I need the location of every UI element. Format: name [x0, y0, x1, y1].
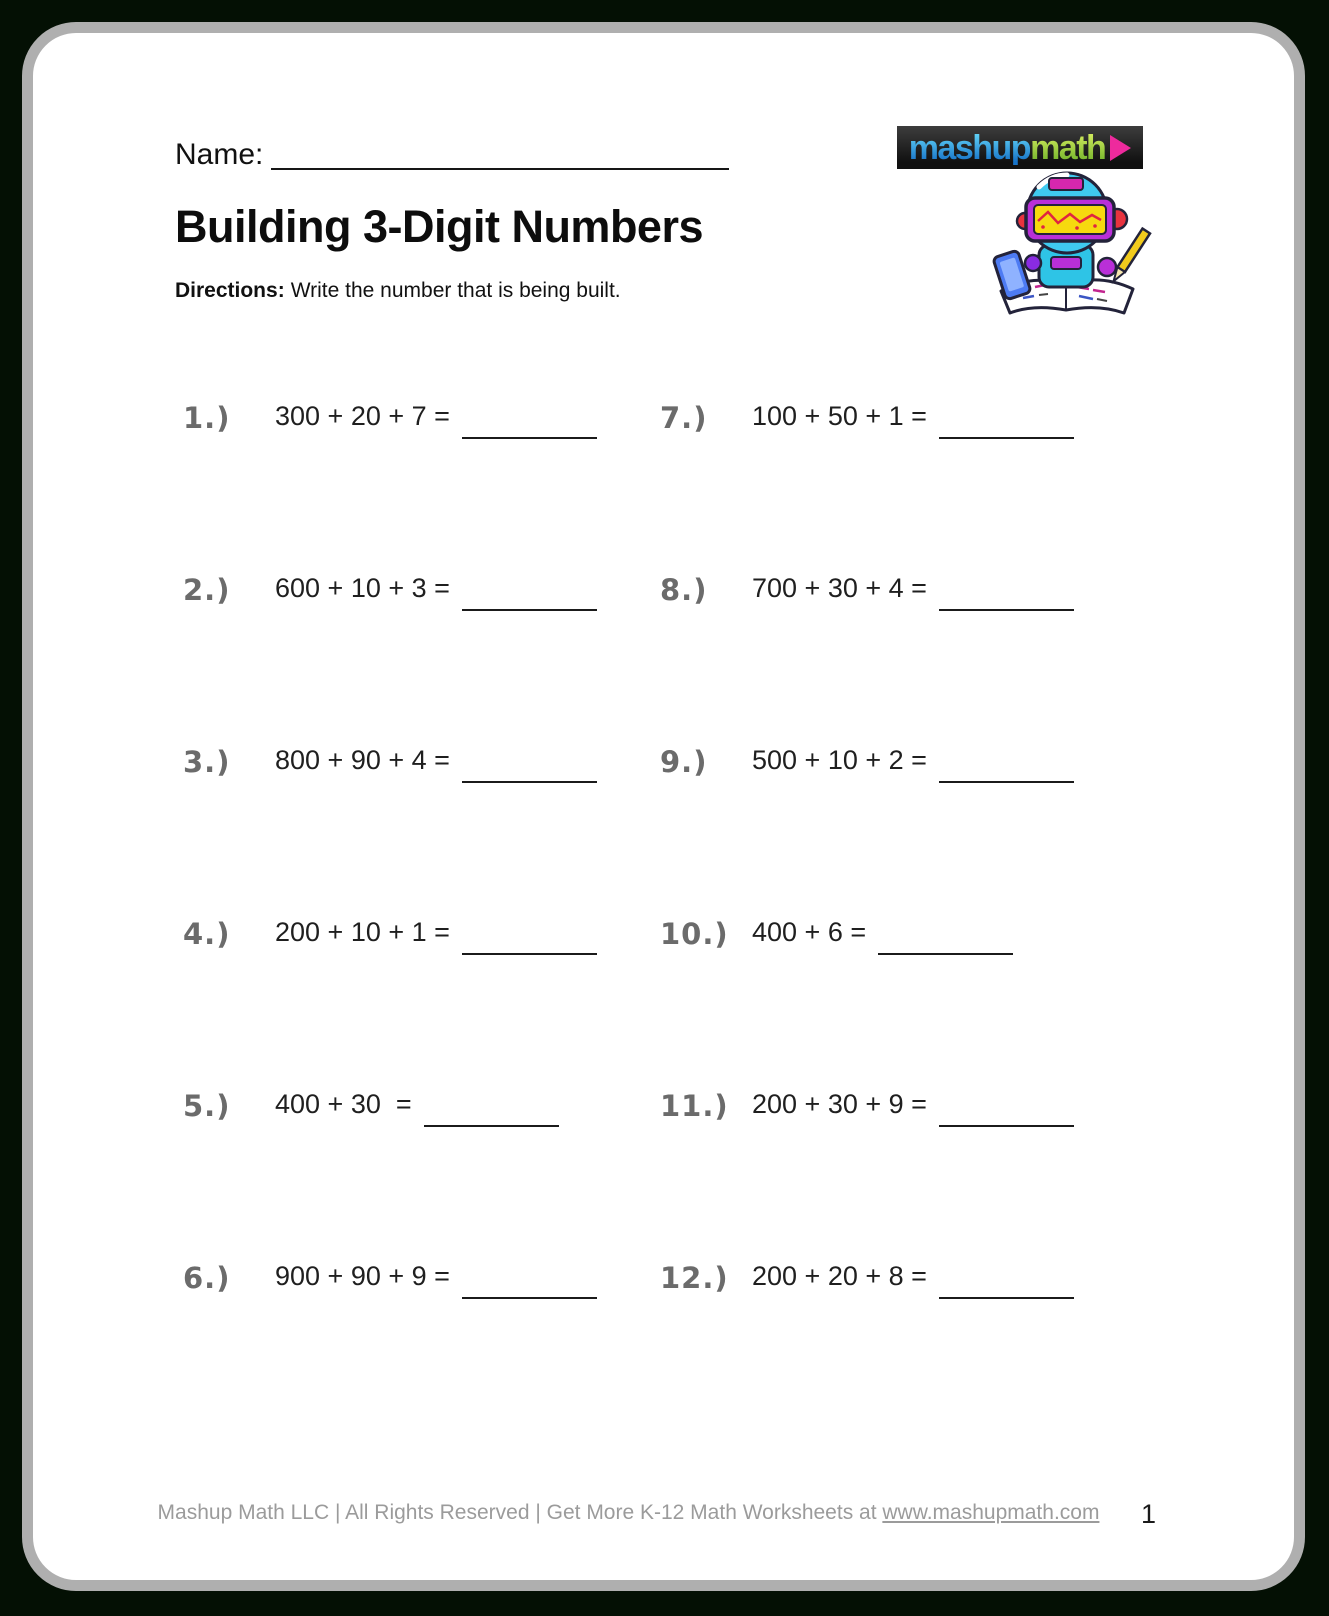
problem-9 — [660, 745, 1074, 783]
problem-4 — [183, 917, 660, 955]
problem-3 — [183, 745, 660, 783]
answer-blank[interactable] — [939, 1261, 1074, 1299]
problem-number: 2.) — [183, 573, 231, 607]
footer — [33, 1501, 1294, 1525]
directions — [175, 279, 621, 303]
problem-12 — [660, 1261, 1074, 1299]
logo-word-math: math — [1030, 128, 1106, 167]
problem-expression: 900 + 90 + 9 = — [275, 1261, 450, 1291]
problem-number: 1.) — [183, 401, 231, 435]
answer-blank[interactable] — [878, 917, 1013, 955]
problems-grid — [183, 401, 1074, 1433]
problem-expression: 800 + 90 + 4 = — [275, 745, 450, 775]
problem-number: 9.) — [660, 745, 708, 779]
footer-text: Mashup Math LLC | All Rights Reserved | Get More K-12 Math Worksheets at — [157, 1501, 883, 1524]
problem-expression: 400 + 30 = — [275, 1089, 412, 1119]
mashupmath-logo — [897, 126, 1143, 169]
problem-number: 7.) — [660, 401, 708, 435]
problem-expression: 600 + 10 + 3 = — [275, 573, 450, 603]
problem-number: 3.) — [183, 745, 231, 779]
play-icon — [1110, 135, 1131, 161]
problem-expression: 300 + 20 + 7 = — [275, 401, 450, 431]
problem-number: 5.) — [183, 1089, 231, 1123]
problem-number: 11.) — [660, 1089, 729, 1123]
problem-5 — [183, 1089, 660, 1127]
name-label: Name: — [175, 138, 264, 171]
answer-blank[interactable] — [462, 917, 597, 955]
problem-number: 12.) — [660, 1261, 729, 1295]
logo-word-mashup: mashup — [908, 128, 1031, 167]
answer-blank[interactable] — [462, 745, 597, 783]
footer-link[interactable]: www.mashupmath.com — [882, 1501, 1100, 1524]
problem-expression: 200 + 10 + 1 = — [275, 917, 450, 947]
problem-number: 10.) — [660, 917, 729, 951]
problem-expression: 200 + 20 + 8 = — [752, 1261, 927, 1291]
answer-blank[interactable] — [424, 1089, 559, 1127]
answer-blank[interactable] — [462, 573, 597, 611]
problem-expression: 100 + 50 + 1 = — [752, 401, 927, 431]
robot-mascot-illustration — [981, 169, 1153, 321]
problem-2 — [183, 573, 660, 611]
name-row — [175, 138, 729, 172]
problem-expression: 500 + 10 + 2 = — [752, 745, 927, 775]
problem-expression: 200 + 30 + 9 = — [752, 1089, 927, 1119]
answer-blank[interactable] — [939, 573, 1074, 611]
answer-blank[interactable] — [462, 401, 597, 439]
page-number: 1 — [1141, 1499, 1157, 1529]
problem-11 — [660, 1089, 1074, 1127]
problem-1 — [183, 401, 660, 439]
problem-number: 6.) — [183, 1261, 231, 1295]
problem-expression: 400 + 6 = — [752, 917, 867, 947]
name-fill-line[interactable] — [271, 138, 729, 170]
problem-7 — [660, 401, 1074, 439]
answer-blank[interactable] — [462, 1261, 597, 1299]
page-title: Building 3-Digit Numbers — [175, 201, 703, 252]
problem-6 — [183, 1261, 660, 1299]
answer-blank[interactable] — [939, 745, 1074, 783]
answer-blank[interactable] — [939, 1089, 1074, 1127]
problem-number: 8.) — [660, 573, 708, 607]
answer-blank[interactable] — [939, 401, 1074, 439]
problem-10 — [660, 917, 1074, 955]
problem-8 — [660, 573, 1074, 611]
worksheet-page — [22, 22, 1305, 1591]
directions-text: Write the number that is being built. — [290, 279, 621, 302]
directions-label: Directions: — [175, 279, 285, 302]
problem-number: 4.) — [183, 917, 231, 951]
problem-expression: 700 + 30 + 4 = — [752, 573, 927, 603]
